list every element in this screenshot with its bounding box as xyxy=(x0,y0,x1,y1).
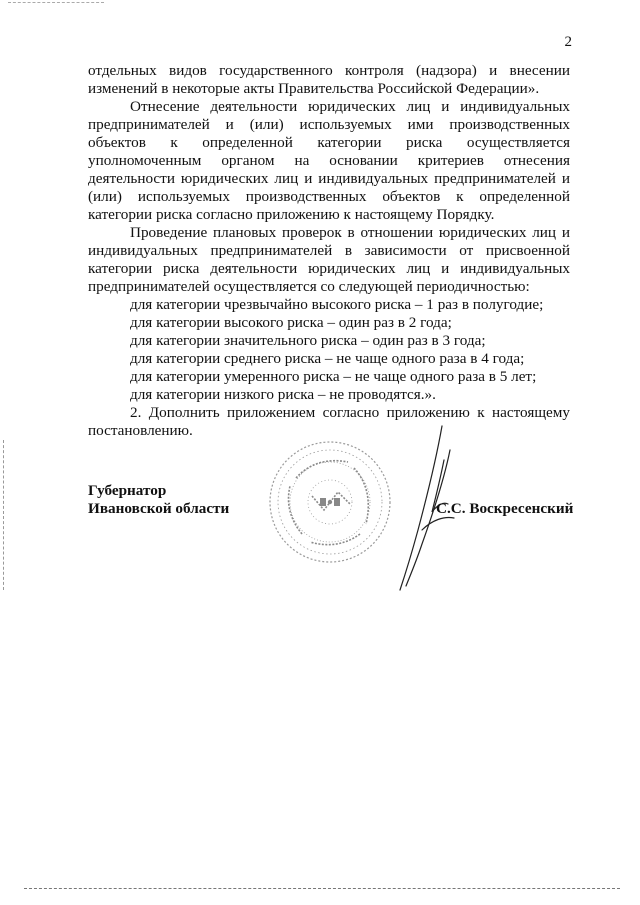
paragraph-continuation: отдельных видов государственного контроля (надзора) и внесении изменений в некоторые акты Правительства Российской Федерации». xyxy=(88,62,570,97)
risk-item: для категории чрезвычайно высокого риска – 1 раз в полугодие; xyxy=(130,296,544,313)
paragraph-risk-assignment: Отнесение деятельности юридических лиц и индивидуальных предпринимателей и (или) используемых ими производственных объектов к определенной категории риска осуществляется уполномоченным органом на основании критериев отнесения деятельности юридических лиц и индивидуальных предпринимателей и (или) используемых производственных объектов к определенной категории риска согласно приложению к настоящему Порядку. xyxy=(88,98,570,223)
document-body xyxy=(88,62,570,440)
risk-item: для категории среднего риска – не чаще одного раза в 4 года; xyxy=(130,350,525,367)
official-seal-stamp xyxy=(266,438,394,566)
risk-item: для категории значительного риска – один раз в 3 года; xyxy=(130,332,486,349)
risk-item: для категории низкого риска – не проводятся.». xyxy=(130,386,436,403)
scan-artifact-left xyxy=(3,440,4,590)
risk-item: для категории умеренного риска – не чаще одного раза в 5 лет; xyxy=(130,368,537,385)
paragraph-planned-inspections: Проведение плановых проверок в отношении юридических лиц и индивидуальных предпринимателей в зависимости от присвоенной категории риска деятельности юридических лиц и индивидуальных предпринимателей осуществляется со следующей периодичностью: xyxy=(88,224,570,295)
scan-artifact-top xyxy=(8,2,104,3)
scan-artifact-bottom xyxy=(24,888,620,889)
page-number: 2 xyxy=(564,34,572,50)
signatory-title-line2: Ивановской области xyxy=(88,500,230,517)
signatory-title-line1: Губернатор xyxy=(88,482,167,499)
signatory-title xyxy=(88,482,229,518)
paragraph-closing: 2. Дополнить приложением согласно приложению к настоящему постановлению. xyxy=(88,404,570,439)
signatory-name: С.С. Воскресенский xyxy=(436,500,574,517)
risk-item: для категории высокого риска – один раз в 2 года; xyxy=(130,314,452,331)
